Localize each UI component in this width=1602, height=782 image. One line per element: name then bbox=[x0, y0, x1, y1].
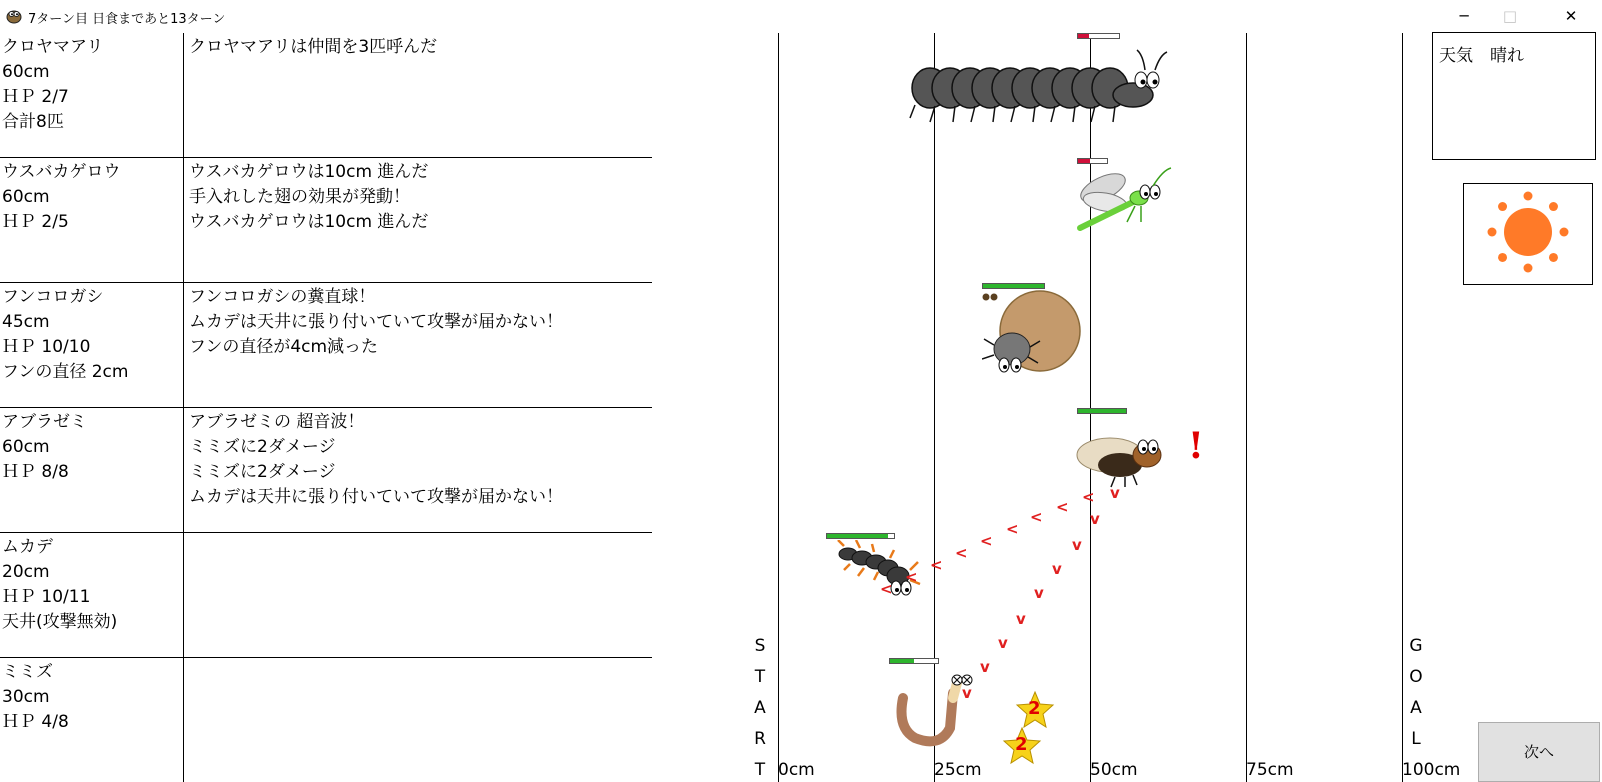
track-line-75cm bbox=[1246, 33, 1247, 782]
hp-bar-fill bbox=[1078, 34, 1089, 38]
attack-trail-mark: < bbox=[980, 532, 993, 550]
creature-stats bbox=[2, 660, 69, 735]
goal-letter: O bbox=[1409, 667, 1423, 687]
dung-beetle-sprite bbox=[982, 287, 1082, 387]
sun-ray bbox=[1498, 253, 1507, 262]
hp-bar-fill bbox=[890, 659, 914, 663]
title-bar bbox=[0, 0, 1602, 32]
attack-trail-mark: < bbox=[905, 568, 918, 586]
creature-extra: 合計8匹 bbox=[2, 112, 64, 132]
damage-value: 2 bbox=[1015, 734, 1028, 755]
battle-log bbox=[189, 35, 437, 60]
attack-trail-mark: v bbox=[1090, 510, 1100, 528]
creature-hp: ＨＰ 8/8 bbox=[2, 462, 69, 482]
attack-trail-mark: < bbox=[930, 556, 943, 574]
creature-distance: 20cm bbox=[2, 562, 50, 582]
minimize-button[interactable]: ─ bbox=[1459, 7, 1469, 25]
creature-name: ムカデ bbox=[2, 537, 53, 557]
start-letter: T bbox=[754, 667, 766, 687]
goal-letter: G bbox=[1409, 636, 1423, 656]
status-row-mimizu bbox=[0, 658, 652, 782]
tick-label: 0cm bbox=[778, 760, 815, 780]
earthworm-sprite bbox=[895, 668, 985, 753]
hp-bar-aburazemi bbox=[1077, 408, 1127, 414]
weather-panel bbox=[1432, 32, 1596, 160]
creature-name: アブラゼミ bbox=[2, 412, 87, 432]
attack-trail-mark: < bbox=[955, 544, 968, 562]
creature-hp: ＨＰ 2/5 bbox=[2, 212, 69, 232]
status-row-kuroyamaari bbox=[0, 33, 652, 158]
table-divider bbox=[183, 33, 184, 782]
damage-star bbox=[1002, 726, 1042, 766]
attack-trail-mark: v bbox=[1052, 560, 1062, 578]
creature-distance: 45cm bbox=[2, 312, 50, 332]
ant-swarm-sprite bbox=[905, 40, 1175, 135]
log-line: ミミズに2ダメージ bbox=[189, 437, 336, 457]
sun-ray bbox=[1560, 228, 1569, 237]
status-table bbox=[0, 33, 652, 782]
alert-mark: ! bbox=[1188, 425, 1204, 467]
attack-trail-mark: v bbox=[1034, 584, 1044, 602]
attack-trail-mark: < bbox=[1056, 498, 1069, 516]
track-line-0cm bbox=[778, 33, 779, 782]
creature-stats bbox=[2, 410, 87, 485]
start-letter: T bbox=[754, 760, 766, 780]
tick-label: 25cm bbox=[934, 760, 982, 780]
hp-bar-mimizu bbox=[889, 658, 939, 664]
log-line: ムカデは天井に張り付いていて攻撃が届かない！ bbox=[189, 487, 563, 507]
maximize-button[interactable]: □ bbox=[1502, 7, 1518, 25]
damage-star bbox=[1015, 690, 1055, 730]
attack-trail-mark: v bbox=[980, 658, 990, 676]
next-button[interactable]: 次へ bbox=[1478, 722, 1600, 782]
battle-log bbox=[189, 285, 563, 360]
hp-bar-fill bbox=[827, 534, 888, 538]
status-row-mukade bbox=[0, 533, 652, 658]
creature-name: ミミズ bbox=[2, 662, 53, 682]
start-letter: R bbox=[754, 729, 766, 749]
track-line-100cm bbox=[1402, 33, 1403, 782]
attack-trail-mark: < bbox=[880, 580, 893, 598]
sun-ray bbox=[1498, 202, 1507, 211]
sun-ray bbox=[1524, 192, 1533, 201]
log-line: 手入れした翅の効果が発動！ bbox=[189, 187, 410, 207]
attack-trail-mark: < bbox=[1006, 520, 1019, 538]
cicada-sprite bbox=[1075, 425, 1170, 495]
hp-bar-kuroyamaari bbox=[1077, 33, 1120, 39]
hp-bar-fill bbox=[1078, 409, 1126, 413]
attack-trail-mark: < bbox=[1082, 488, 1095, 506]
creature-stats bbox=[2, 285, 128, 385]
creature-distance: 60cm bbox=[2, 62, 50, 82]
close-button[interactable]: ✕ bbox=[1564, 7, 1578, 25]
goal-letter: L bbox=[1411, 729, 1421, 749]
creature-distance: 30cm bbox=[2, 687, 50, 707]
sun-ray bbox=[1549, 253, 1558, 262]
log-line: ウスバカゲロウは10cm 進んだ bbox=[189, 212, 429, 232]
creature-name: クロヤマアリ bbox=[2, 37, 104, 57]
attack-trail-mark: < bbox=[1030, 508, 1043, 526]
creature-hp: ＨＰ 10/11 bbox=[2, 587, 91, 607]
log-line: クロヤマアリは仲間を3匹呼んだ bbox=[189, 37, 438, 57]
log-line: ムカデは天井に張り付いていて攻撃が届かない！ bbox=[189, 312, 563, 332]
status-row-funkorogashi bbox=[0, 283, 652, 408]
creature-distance: 60cm bbox=[2, 187, 50, 207]
sun-icon bbox=[1464, 184, 1592, 284]
creature-hp: ＨＰ 10/10 bbox=[2, 337, 91, 357]
start-letter: S bbox=[754, 636, 766, 656]
creature-hp: ＨＰ 4/8 bbox=[2, 712, 69, 732]
log-line: フンの直径が4cm減った bbox=[189, 337, 379, 357]
sun-ray bbox=[1549, 202, 1558, 211]
antlion-sprite bbox=[1075, 160, 1175, 240]
creature-name: フンコロガシ bbox=[2, 287, 104, 307]
attack-trail-mark: v bbox=[1110, 484, 1120, 502]
battle-log bbox=[189, 160, 428, 235]
hp-bar-mukade bbox=[826, 533, 895, 539]
status-row-usubakagerou bbox=[0, 158, 652, 283]
weather-label: 天気 晴れ bbox=[1439, 46, 1524, 66]
attack-trail-mark: v bbox=[998, 634, 1008, 652]
app-icon bbox=[6, 8, 22, 24]
log-line: アブラゼミの 超音波！ bbox=[189, 412, 365, 432]
status-row-aburazemi bbox=[0, 408, 652, 533]
window-title: 7ターン目 日食まであと13ターン bbox=[28, 12, 226, 27]
creature-extra: 天井(攻撃無効) bbox=[2, 612, 118, 632]
tick-label: 50cm bbox=[1090, 760, 1138, 780]
goal-letter: A bbox=[1410, 698, 1422, 718]
creature-extra: フンの直径 2cm bbox=[2, 362, 129, 382]
attack-trail-mark: v bbox=[962, 684, 972, 702]
battle-log bbox=[189, 410, 563, 510]
log-line: ウスバカゲロウは10cm 進んだ bbox=[189, 162, 429, 182]
log-line: ミミズに2ダメージ bbox=[189, 462, 336, 482]
sun-ray bbox=[1524, 264, 1533, 273]
creature-stats bbox=[2, 35, 103, 135]
creature-stats bbox=[2, 535, 117, 635]
weather-icon-box bbox=[1463, 183, 1593, 285]
creature-hp: ＨＰ 2/7 bbox=[2, 87, 69, 107]
attack-trail-mark: v bbox=[1072, 536, 1082, 554]
damage-value: 2 bbox=[1028, 698, 1041, 719]
creature-name: ウスバカゲロウ bbox=[2, 162, 121, 182]
sun-ray bbox=[1488, 228, 1497, 237]
creature-stats bbox=[2, 160, 121, 235]
tick-label: 75cm bbox=[1246, 760, 1294, 780]
start-letter: A bbox=[754, 698, 766, 718]
creature-distance: 60cm bbox=[2, 437, 50, 457]
log-line: フンコロガシの糞直球！ bbox=[189, 287, 376, 307]
tick-label: 100cm bbox=[1402, 760, 1461, 780]
attack-trail-mark: v bbox=[1016, 610, 1026, 628]
